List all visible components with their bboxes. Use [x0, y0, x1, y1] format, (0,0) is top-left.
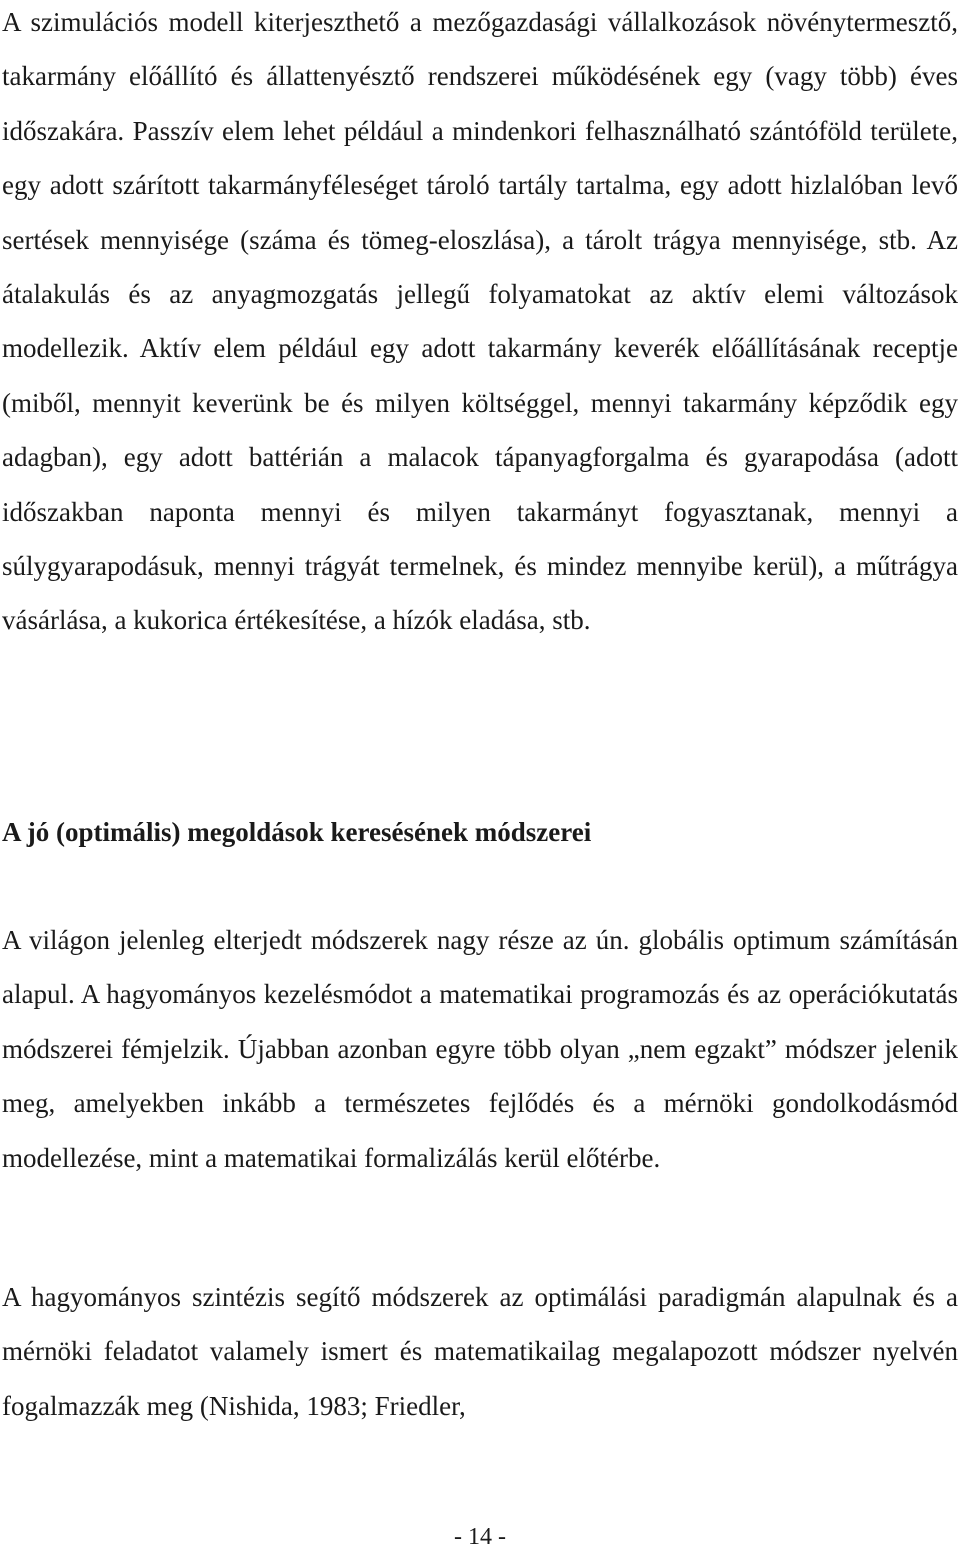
- paragraph-traditional-synthesis: A hagyományos szintézis segítő módszerek az optimálási paradigmán alapulnak és a mérnöki feladatot valamely ismert és matematikailag megalapozott módszer nyelvén fogalmazzák meg (Nishida, 1983; Friedler,: [2, 1282, 958, 1421]
- paragraph-simulation-model: A szimulációs modell kiterjeszthető a mezőgazdasági vállalkozások növénytermesztő, takarmány előállító és állattenyésztő rendszerei működésének egy (vagy több) éves időszakára. Passzív elem lehet például a mindenkori felhasználható szántóföld területe, egy adott szárított takarmányféleséget tároló tartály tartalma, egy adott hizlalóban levő sertések mennyisége (száma és tömeg-eloszlása), a tárolt trágya mennyisége, stb. Az átalakulás és az anyagmozgatás jellegű folyamatokat az aktív elemi változások modellezik. Aktív elem például egy adott takarmány keverék előállításának receptje (miből, mennyit keverünk be és milyen költséggel, mennyi takarmány képződik egy adagban), egy adott battérián a malacok tápanyagforgalma és gyarapodása (adott időszakban naponta mennyi és milyen takarmányt fogyasztanak, mennyi a súlygyarapodásuk, mennyi trágyát termelnek, és mindez mennyibe kerül), a műtrágya vásárlása, a kukorica értékesítése, a hízók eladása, stb.: [2, 7, 958, 636]
- section-heading: A jó (optimális) megoldások keresésének módszerei: [2, 817, 592, 847]
- page-number: - 14 -: [454, 1524, 506, 1550]
- paragraph-global-optimum: A világon jelenleg elterjedt módszerek nagy része az ún. globális optimum számításán alapul. A hagyományos kezelésmódot a matematikai programozás és az operációkutatás módszerei fémjelzik. Újabban azonban egyre több olyan „nem egzakt” módszer jelenik meg, amelyekben inkább a természetes fejlődés és a mérnöki gondolkodásmód modellezése, mint a matematikai formalizálás kerül előtérbe.: [2, 925, 958, 1173]
